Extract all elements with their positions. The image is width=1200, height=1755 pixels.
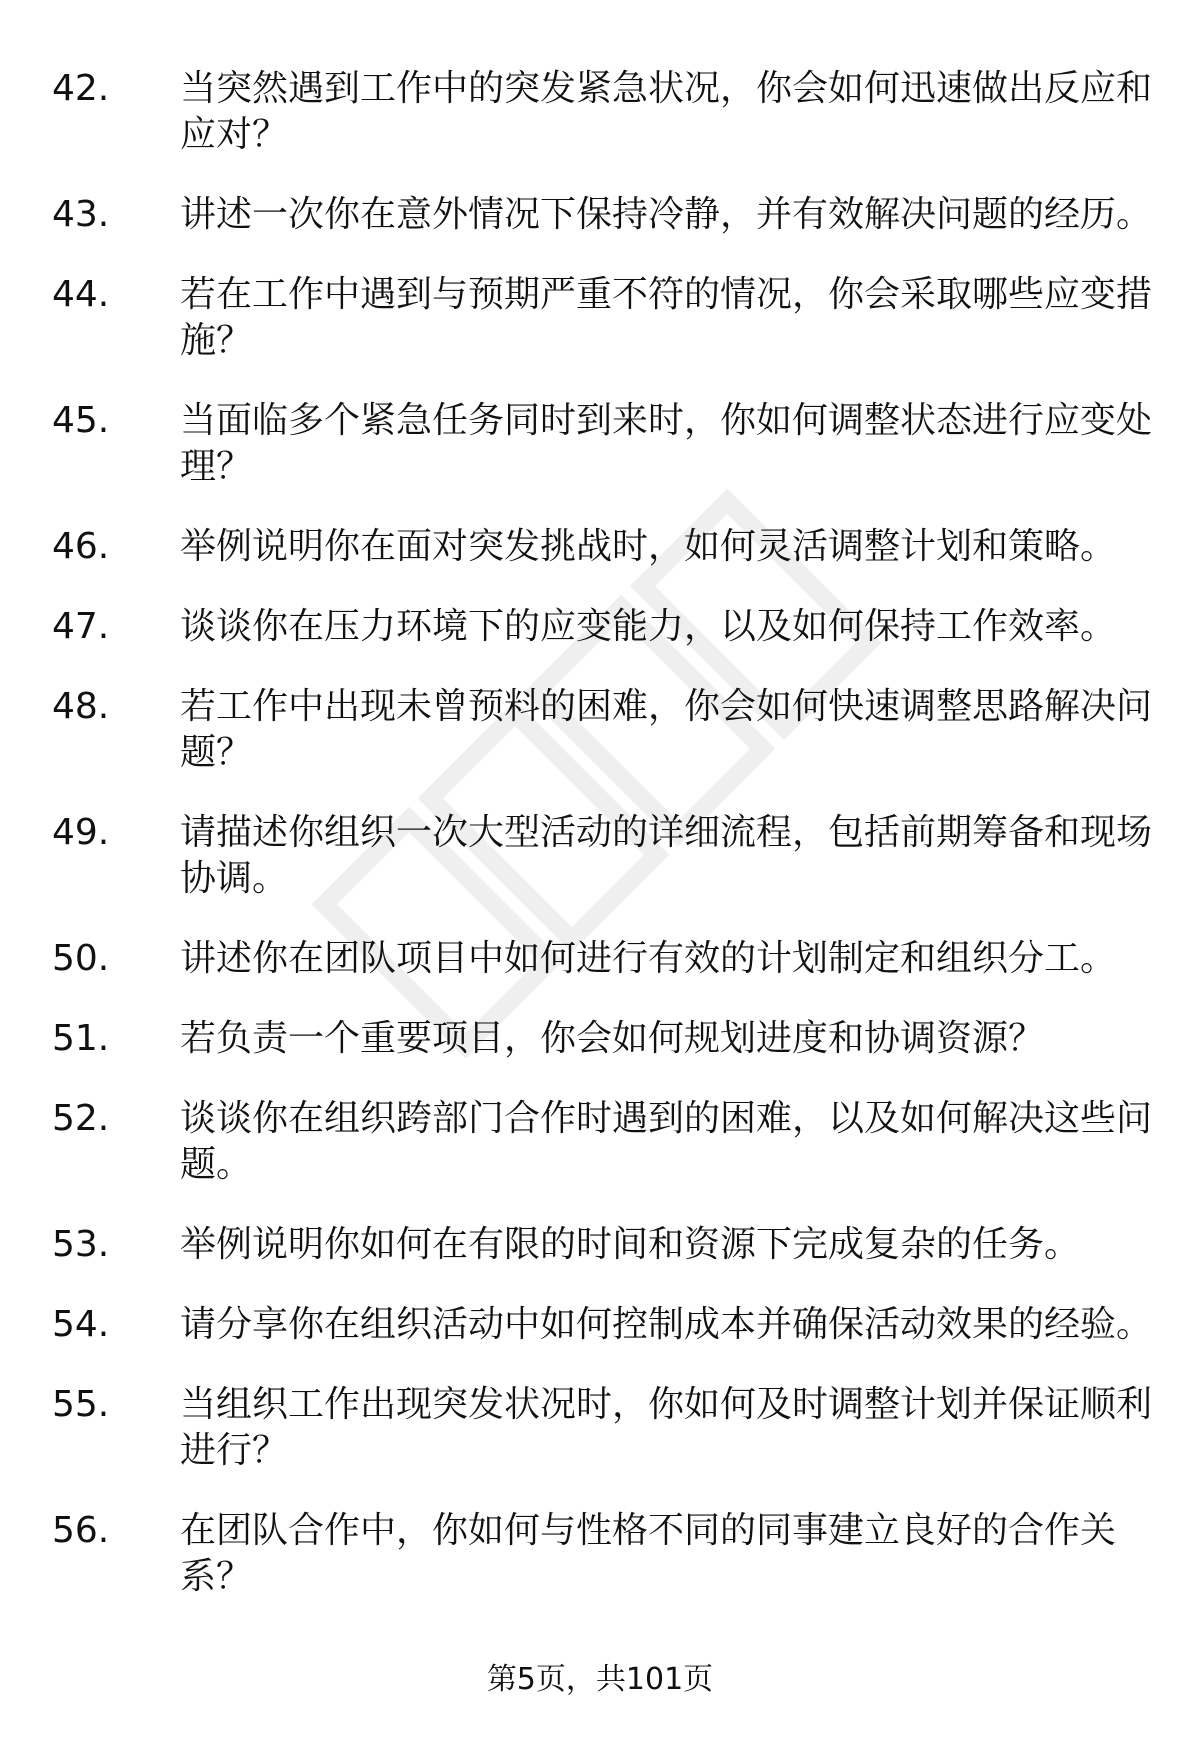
question-number: 56. — [52, 1510, 110, 1551]
question-text: 请描述你组织一次大型活动的详细流程，包括前期筹备和现场协调。 — [180, 812, 1153, 899]
question-number: 45. — [52, 400, 110, 441]
question-number: 49. — [52, 812, 110, 853]
question-text: 在团队合作中，你如何与性格不同的同事建立良好的合作关系？ — [180, 1510, 1117, 1597]
question-text: 若工作中出现未曾预料的困难，你会如何快速调整思路解决问题？ — [180, 686, 1153, 773]
question-item — [52, 1096, 1152, 1188]
question-text: 请分享你在组织活动中如何控制成本并确保活动效果的经验。 — [180, 1304, 1153, 1345]
question-number: 43. — [52, 194, 110, 235]
question-item — [52, 1222, 1152, 1268]
question-number: 50. — [52, 938, 110, 979]
question-item — [52, 66, 1152, 158]
question-item — [52, 272, 1152, 364]
question-item — [52, 684, 1152, 776]
question-item — [52, 1302, 1152, 1348]
question-number: 54. — [52, 1304, 110, 1345]
question-item — [52, 1016, 1152, 1062]
question-text: 谈谈你在压力环境下的应变能力，以及如何保持工作效率。 — [180, 606, 1117, 647]
question-text: 举例说明你如何在有限的时间和资源下完成复杂的任务。 — [180, 1224, 1081, 1265]
question-text: 讲述一次你在意外情况下保持冷静，并有效解决问题的经历。 — [180, 194, 1153, 235]
question-number: 52. — [52, 1098, 110, 1139]
question-item — [52, 604, 1152, 650]
question-item — [52, 936, 1152, 982]
question-text: 讲述你在团队项目中如何进行有效的计划制定和组织分工。 — [180, 938, 1117, 979]
question-text: 若负责一个重要项目，你会如何规划进度和协调资源？ — [180, 1018, 1045, 1059]
question-item — [52, 1382, 1152, 1474]
question-list — [52, 66, 1152, 1600]
page-number-label: 第5页，共101页 — [486, 1662, 714, 1697]
question-number: 47. — [52, 606, 110, 647]
question-number: 48. — [52, 686, 110, 727]
question-text: 若在工作中遇到与预期严重不符的情况，你会采取哪些应变措施？ — [180, 274, 1153, 361]
question-text: 当组织工作出现突发状况时，你如何及时调整计划并保证顺利进行？ — [180, 1384, 1153, 1471]
page-footer — [0, 1660, 1200, 1700]
question-number: 46. — [52, 526, 110, 567]
question-item — [52, 810, 1152, 902]
question-text: 当面临多个紧急任务同时到来时，你如何调整状态进行应变处理？ — [180, 400, 1153, 487]
question-number: 55. — [52, 1384, 110, 1425]
question-number: 44. — [52, 274, 110, 315]
question-item — [52, 398, 1152, 490]
question-text: 谈谈你在组织跨部门合作时遇到的困难，以及如何解决这些问题。 — [180, 1098, 1153, 1185]
question-item — [52, 1508, 1152, 1600]
question-number: 42. — [52, 68, 110, 109]
question-text: 当突然遇到工作中的突发紧急状况，你会如何迅速做出反应和应对？ — [180, 68, 1153, 155]
question-number: 51. — [52, 1018, 110, 1059]
question-item — [52, 192, 1152, 238]
question-number: 53. — [52, 1224, 110, 1265]
question-item — [52, 524, 1152, 570]
question-text: 举例说明你在面对突发挑战时，如何灵活调整计划和策略。 — [180, 526, 1117, 567]
